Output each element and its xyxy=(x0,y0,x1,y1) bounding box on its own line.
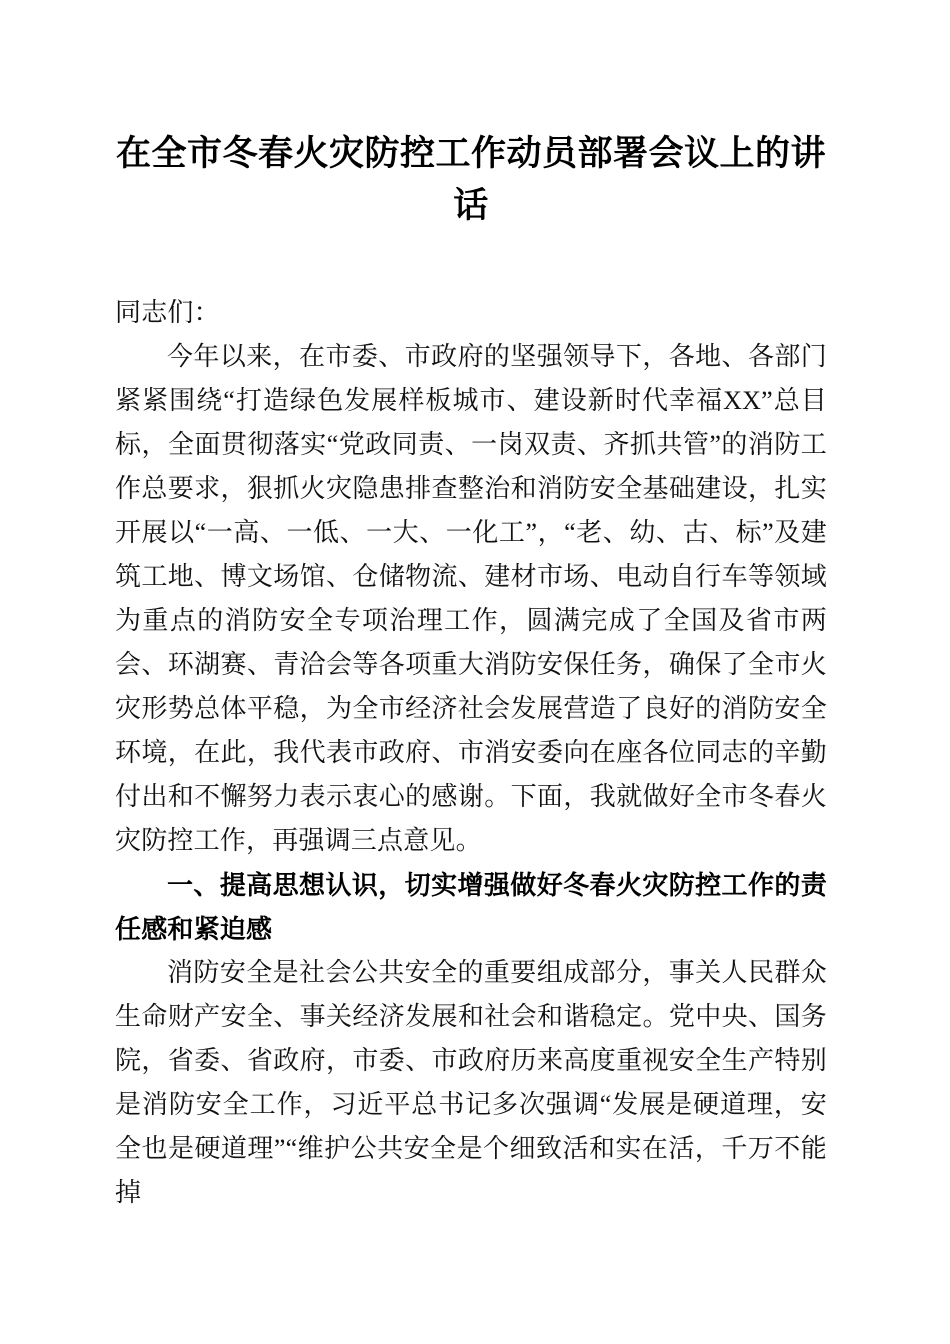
document-body xyxy=(115,0,827,1215)
page-title: 在全市冬春火灾防控工作动员部署会议上的讲话 xyxy=(115,134,826,225)
section-one-paragraph: 消防安全是社会公共安全的重要组成部分，事关人民群众生命财产安全、事关经济发展和社会和谐稳定。党中央、国务院，省委、省政府，市委、市政府历来高度重视安全生产特别是消防安全工作，习近平总书记多次强调“发展是硬道理，安全也是硬道理”“维护公共安全是个细致活和实在活，千万不能掉 xyxy=(115,958,827,1207)
opening-paragraph: 今年以来，在市委、市政府的坚强领导下，各地、各部门紧紧围绕“打造绿色发展样板城市、建设新时代幸福XX”总目标，全面贯彻落实“党政同责、一岗双责、齐抓共管”的消防工作总要求，狠抓火灾隐患排查整治和消防安全基础建设，扎实开展以“一高、一低、一大、一化工”，“老、幼、古、标”及建筑工地、博文场馆、仓储物流、建材市场、电动自行车等领域为重点的消防安全专项治理工作，圆满完成了全国及省市两会、环湖赛、青洽会等各项重大消防安保任务，确保了全市火灾形势总体平稳，为全市经济社会发展营造了良好的消防安全环境，在此，我代表市政府、市消安委向在座各位同志的辛勤付出和不懈努力表示衷心的感谢。下面，我就做好全市冬春火灾防控工作，再强调三点意见。 xyxy=(115,342,827,855)
salutation: 同志们： xyxy=(115,298,220,327)
section-heading-one: 一、提高思想认识，切实增强做好冬春火灾防控工作的责任感和紧迫感 xyxy=(115,870,827,944)
